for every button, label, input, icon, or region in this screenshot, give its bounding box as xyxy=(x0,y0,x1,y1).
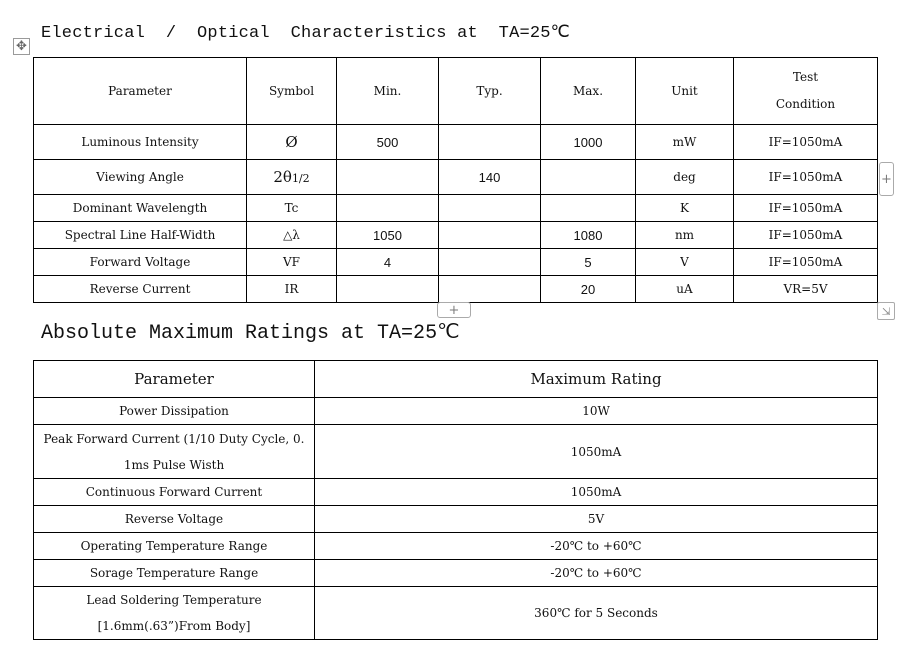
cell-condition: IF=1050mA xyxy=(734,195,878,222)
cell-min: 4 xyxy=(337,249,439,276)
cell-unit: nm xyxy=(636,222,734,249)
cell-parameter: Reverse Current xyxy=(34,276,247,303)
table-row xyxy=(34,506,878,533)
header-parameter: Parameter xyxy=(34,58,247,125)
cell-symbol: Tc xyxy=(247,195,337,222)
symbol-subscript: 1/2 xyxy=(291,172,310,185)
cell-condition: IF=1050mA xyxy=(734,249,878,276)
header-min: Min. xyxy=(337,58,439,125)
cell-min xyxy=(337,160,439,195)
add-column-button[interactable]: + xyxy=(879,162,894,196)
table-row xyxy=(34,222,878,249)
cell-condition: IF=1050mA xyxy=(734,125,878,160)
table-row xyxy=(34,160,878,195)
cell-parameter-line1: Peak Forward Current (1/10 Duty Cycle, 0. xyxy=(43,431,305,446)
header-max: Max. xyxy=(541,58,636,125)
electrical-optical-table xyxy=(33,57,878,303)
cell-rating: -20℃ to +60℃ xyxy=(315,560,878,587)
cell-min xyxy=(337,195,439,222)
header-unit: Unit xyxy=(636,58,734,125)
cell-min xyxy=(337,276,439,303)
cell-symbol: Ø xyxy=(247,125,337,160)
cell-max xyxy=(541,195,636,222)
cell-parameter xyxy=(34,425,315,479)
table-row xyxy=(34,560,878,587)
symbol-main: 2θ xyxy=(273,168,292,186)
cell-rating: 5V xyxy=(315,506,878,533)
header-parameter: Parameter xyxy=(34,361,315,398)
cell-typ xyxy=(439,125,541,160)
header-typ: Typ. xyxy=(439,58,541,125)
cell-parameter: Power Dissipation xyxy=(34,398,315,425)
cell-max: 1000 xyxy=(541,125,636,160)
table-header-row xyxy=(34,58,878,125)
header-test: Test xyxy=(792,70,819,84)
table-row xyxy=(34,533,878,560)
header-test-condition xyxy=(734,58,878,125)
section-title-electrical-optical: Electrical / Optical Characteristics at TA=25℃ xyxy=(41,24,570,43)
cell-parameter: Sorage Temperature Range xyxy=(34,560,315,587)
cell-max: 5 xyxy=(541,249,636,276)
section-title-absolute-max: Absolute Maximum Ratings at TA=25℃ xyxy=(41,322,460,345)
cell-symbol: △λ xyxy=(247,222,337,249)
table-header-row xyxy=(34,361,878,398)
cell-parameter-line1: Lead Soldering Temperature xyxy=(86,593,262,607)
header-symbol: Symbol xyxy=(247,58,337,125)
cell-typ xyxy=(439,222,541,249)
add-row-button[interactable]: + xyxy=(437,302,471,318)
cell-symbol xyxy=(247,160,337,195)
cell-parameter: Dominant Wavelength xyxy=(34,195,247,222)
cell-parameter: Viewing Angle xyxy=(34,160,247,195)
cell-condition: VR=5V xyxy=(734,276,878,303)
absolute-max-ratings-table xyxy=(33,360,878,640)
cell-symbol: VF xyxy=(247,249,337,276)
cell-typ xyxy=(439,249,541,276)
cell-rating: 10W xyxy=(315,398,878,425)
cell-min: 1050 xyxy=(337,222,439,249)
table-row xyxy=(34,587,878,640)
cell-parameter: Forward Voltage xyxy=(34,249,247,276)
cell-max: 20 xyxy=(541,276,636,303)
cell-parameter: Luminous Intensity xyxy=(34,125,247,160)
cell-rating: 1050mA xyxy=(315,425,878,479)
table-resize-icon[interactable]: ⇲ xyxy=(877,302,895,320)
table-move-icon[interactable]: ✥ xyxy=(13,38,30,55)
cell-rating: -20℃ to +60℃ xyxy=(315,533,878,560)
header-condition: Condition xyxy=(775,97,836,111)
cell-parameter-line2: [1.6mm(.63”)From Body] xyxy=(97,619,251,633)
cell-parameter: Continuous Forward Current xyxy=(34,479,315,506)
cell-max xyxy=(541,160,636,195)
table-row xyxy=(34,249,878,276)
cell-unit: V xyxy=(636,249,734,276)
cell-parameter-line2: 1ms Pulse Wisth xyxy=(123,457,225,472)
cell-unit: uA xyxy=(636,276,734,303)
table-row xyxy=(34,195,878,222)
cell-parameter: Spectral Line Half-Width xyxy=(34,222,247,249)
header-maximum-rating: Maximum Rating xyxy=(315,361,878,398)
cell-max: 1080 xyxy=(541,222,636,249)
cell-rating: 1050mA xyxy=(315,479,878,506)
cell-rating: 360℃ for 5 Seconds xyxy=(315,587,878,640)
cell-parameter xyxy=(34,587,315,640)
cell-condition: IF=1050mA xyxy=(734,222,878,249)
cell-typ xyxy=(439,195,541,222)
table-row xyxy=(34,479,878,506)
table-row xyxy=(34,276,878,303)
cell-typ: 140 xyxy=(439,160,541,195)
table-row xyxy=(34,398,878,425)
cell-unit: K xyxy=(636,195,734,222)
cell-parameter: Operating Temperature Range xyxy=(34,533,315,560)
cell-typ xyxy=(439,276,541,303)
cell-unit: mW xyxy=(636,125,734,160)
cell-min: 500 xyxy=(337,125,439,160)
table-row xyxy=(34,425,878,479)
cell-unit: deg xyxy=(636,160,734,195)
cell-parameter: Reverse Voltage xyxy=(34,506,315,533)
cell-symbol: IR xyxy=(247,276,337,303)
table-row xyxy=(34,125,878,160)
cell-condition: IF=1050mA xyxy=(734,160,878,195)
